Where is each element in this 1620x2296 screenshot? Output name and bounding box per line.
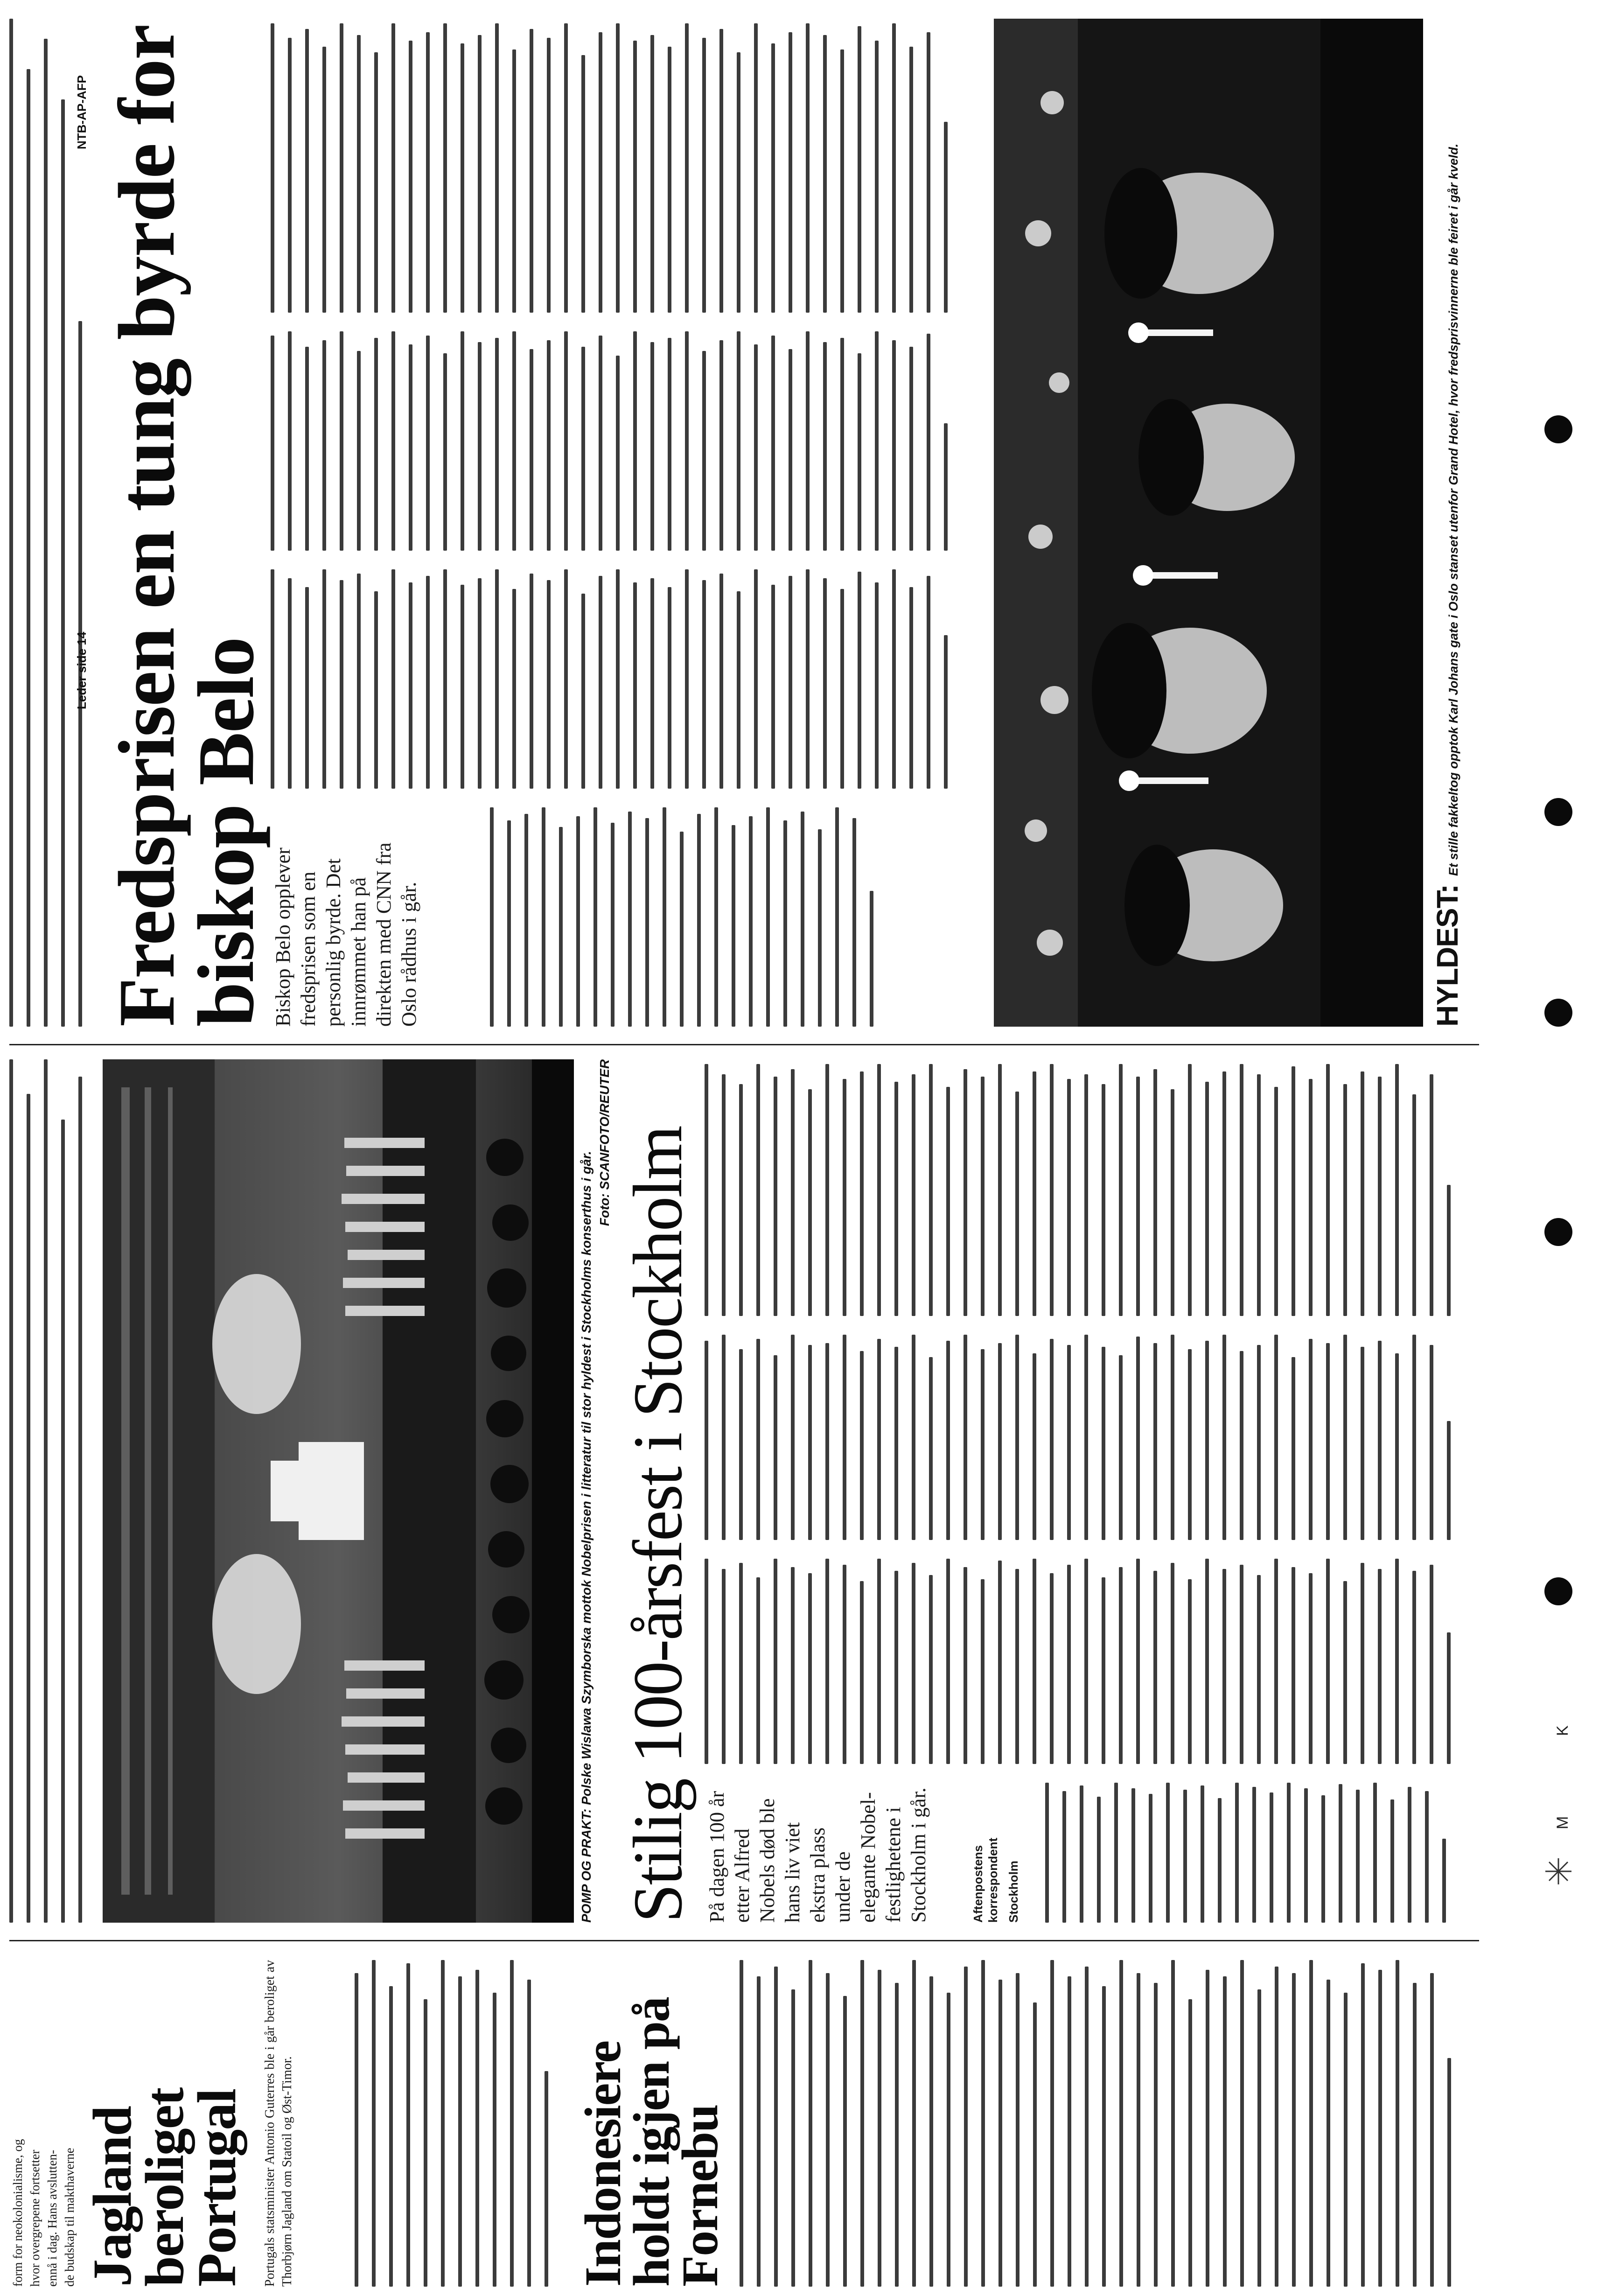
concert-hall-image (103, 1059, 574, 1923)
nobel-photo-credit: Foto: SCANFOTO/REUTER (597, 1059, 612, 1226)
carryover-line: de budskap til makthaverne (63, 2148, 77, 2287)
belo-headline: Fredsprisen en tung byrde for biskop Belo (103, 26, 271, 1027)
photo-label: HYLDEST: (1431, 884, 1464, 1027)
photo-caption: Et stille fakkeltog opptok Karl Johans gate i Oslo stanset utenfor Grand Hotel, hvor fredsprisvinnerne ble feiret i går kveld. (1446, 143, 1460, 876)
print-mark-m: M (1554, 1816, 1571, 1829)
stockholm-col-3 (705, 1335, 1464, 1540)
belo-carryover (9, 19, 96, 1027)
indonesiere-body (740, 1960, 1465, 2287)
belo-col-3 (271, 331, 961, 551)
print-mark-k: K (1554, 1725, 1571, 1736)
news-agency-credit: NTB-AP-AFP (75, 75, 89, 149)
torchlight-procession-photo (994, 19, 1423, 1027)
column-rule (9, 1044, 1479, 1045)
registration-star (1544, 1857, 1572, 1885)
carryover-columns (9, 1059, 96, 1923)
registration-dot (1544, 1577, 1572, 1605)
indonesiere-headline: Indonesiere holdt igjen på Fornebu (574, 1997, 728, 2287)
nobel-concert-photo (103, 1059, 574, 1923)
nobel-photo-caption: POMP OG PRAKT: Polske Wislawa Szymborska mottok Nobelprisen i litteratur til stor hyldest i Stockholms konserthus i går. (579, 1151, 594, 1923)
belo-col-1 (490, 807, 887, 1027)
crowd-image (994, 19, 1423, 1027)
carryover-line: form for neokolonialisme, og (11, 2139, 25, 2287)
belo-ingress: Biskop Belo opplever fredsprisen som en personlig byrde. Det innrømmet han på direkten med CNN fra Oslo rådhus i går. (272, 842, 420, 1027)
stockholm-col-2 (705, 1559, 1464, 1764)
byline-name: Aftenpostens korrespondent (971, 1837, 1000, 1923)
stockholm-ingress: På dagen 100 år etter Alfred Nobels død ble hans liv viet ekstra plass under de elegante Nobel-festlighetene i Stockholm i går. (705, 1787, 930, 1923)
registration-dot (1544, 1218, 1572, 1246)
registration-dot (1544, 798, 1572, 826)
leder-reference: Leder side 14 (75, 631, 89, 709)
stockholm-headline: Stilig 100-årsfest i Stockholm (619, 1127, 697, 1923)
jagland-headline: Jagland beroliget Portugal (82, 2088, 247, 2287)
column-rule (9, 1940, 1479, 1941)
jagland-lead: Portugals statsminister Antonio Guterres ble i går beroliget av Thorbjørn Jagland om Statoil og Øst-Timor. (263, 1960, 294, 2287)
registration-dot (1544, 999, 1572, 1027)
photo-caption-block (1430, 19, 1465, 1027)
byline-place: Stockholm (1006, 1861, 1020, 1923)
stockholm-byline (971, 1783, 1021, 1923)
stockholm-col-4 (705, 1064, 1464, 1316)
jagland-body (355, 1960, 562, 2287)
carryover-text (9, 1932, 78, 2287)
belo-col-2 (271, 569, 961, 789)
registration-dot (1544, 415, 1572, 443)
carryover-line: ennå i dag. Hans avslutten- (45, 2149, 59, 2287)
stockholm-col-1 (1045, 1783, 1459, 1923)
belo-col-4 (271, 23, 961, 313)
carryover-line: hvor overgrepene fortsetter (28, 2149, 42, 2287)
